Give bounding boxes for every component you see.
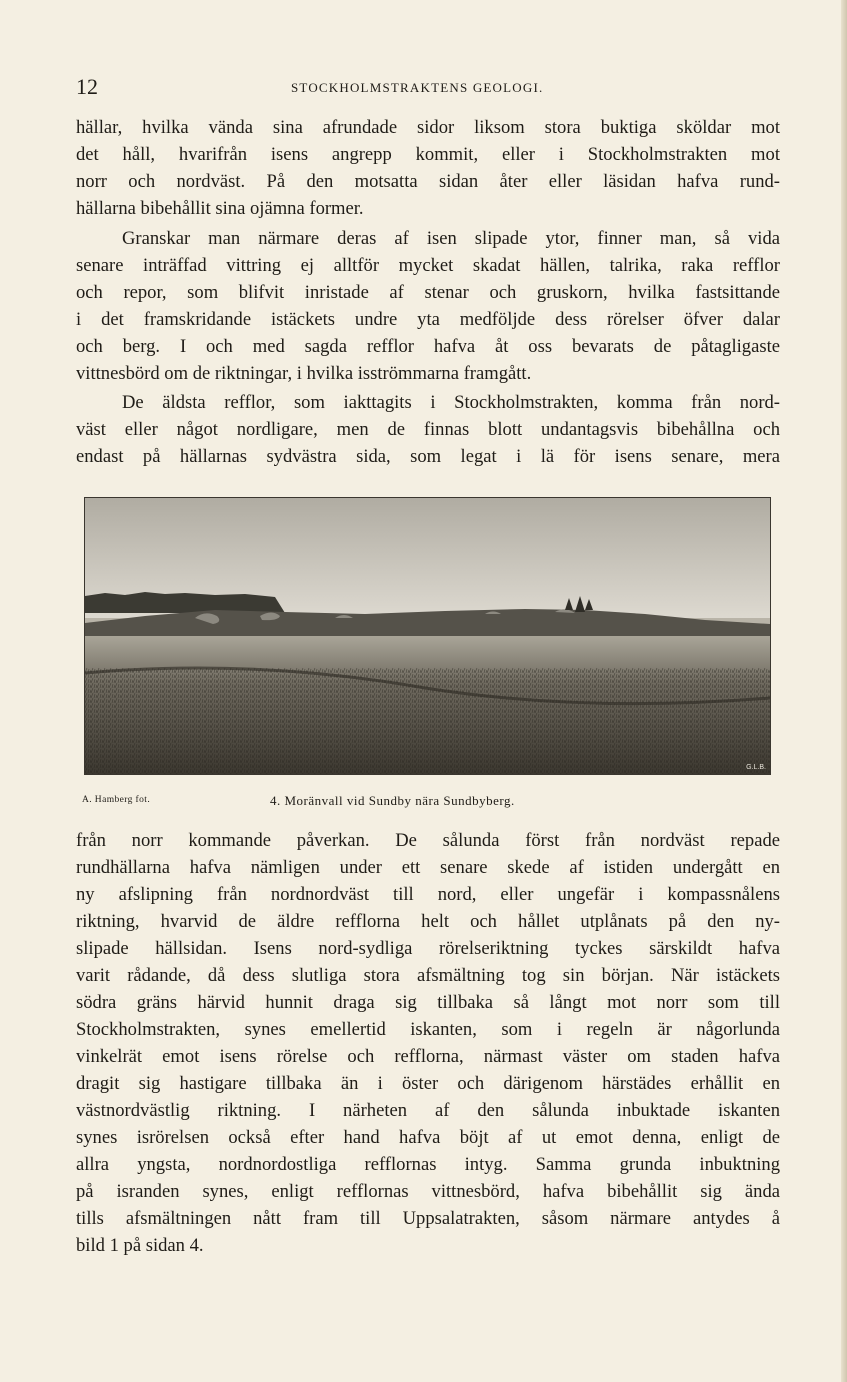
running-title: STOCKHOLMSTRAKTENS GEOLOGI. [291,80,544,95]
text-line: dragit sig hastigare tillbaka än i öster och därigenom härstädes erhållit en [76,1073,780,1094]
photo-illustration [85,498,770,774]
paragraph-1 [76,114,780,222]
tree-line [85,592,285,613]
figure-caption: 4. Moränvall vid Sundby nära Sundbyberg. [270,793,515,808]
text-line: Stockholmstrakten, synes emellertid iskanten, som i regeln är någorlunda [76,1019,780,1040]
text-line: synes isrörelsen också efter hand hafva böjt af ut emot denna, enligt de [76,1127,780,1148]
landscape-photograph [84,497,771,775]
photo-credit: A. Hamberg fot. [82,795,151,805]
text-line: och repor, som blifvit inristade af stenar och gruskorn, hvilka fastsittande [76,282,780,303]
text-line: senare inträffad vittring ej alltför mycket skadat hällen, talrika, raka refflor [76,255,780,276]
page-number: 12 [76,74,98,99]
text-line: hällarna bibehållit sina ojämna former. [76,198,364,219]
text-line: i det framskridande istäckets undre yta medföljde dess rörelser öfver dalar [76,309,780,330]
text-line: hällar, hvilka vända sina afrundade sidor liksom stora buktiga sköldar mot [76,117,780,138]
page-header [76,72,782,102]
field-texture [85,668,770,774]
text-line: det håll, hvarifrån isens angrepp kommit, eller i Stockholmstrakten mot [76,144,780,165]
text-line: bild 1 på sidan 4. [76,1235,204,1256]
text-line: Granskar man närmare deras af isen slipade ytor, finner man, så vida [122,228,780,249]
text-line: vinkelrät emot isens rörelse och refflorna, närmast väster om staden hafva [76,1046,780,1067]
text-line: tills afsmältningen nått fram till Uppsalatrakten, såsom närmare antydes å [76,1208,780,1229]
paragraph-2 [76,225,780,387]
text-line: norr och nordväst. På den motsatta sidan åter eller läsidan hafva rund- [76,171,780,192]
text-line: på isranden synes, enligt refflornas vittnesbörd, hafva bibehållit sig ända [76,1181,780,1202]
text-line: varit rådande, då dess slutliga stora afsmältning tog sin början. När istäckets [76,965,780,986]
paragraph-4 [76,827,780,1259]
text-line: slipade hällsidan. Isens nord-sydliga rörelseriktning tyckes särskildt hafva [76,938,780,959]
text-line: De äldsta refflor, som iakttagits i Stockholmstrakten, komma från nord- [122,392,780,413]
text-line: västnordvästlig riktning. I närheten af den sålunda inbuktade iskanten [76,1100,780,1121]
text-line: från norr kommande påverkan. De sålunda först från nordväst repade [76,830,780,851]
text-line: riktning, hvarvid de äldre refflorna helt och hållet utplånats på den ny- [76,911,780,932]
text-line: endast på hällarnas sydvästra sida, som legat i lä för isens senare, mera [76,446,780,467]
text-line: ny afslipning från nordnordväst till nord, eller ungefär i kompassnålens [76,884,780,905]
text-line: allra yngsta, nordnordostliga refflornas intyg. Samma grunda inbuktning [76,1154,780,1175]
paragraph-3 [76,389,780,470]
photo-corner-mark: G.L.B. [746,764,766,771]
page-edge [841,0,847,1382]
text-line: rundhällarna hafva nämligen under ett senare skede af istiden undergått en [76,857,780,878]
text-line: väst eller något nordligare, men de finnas blott undantagsvis bibehållna och [76,419,780,440]
text-line: och berg. I och med sagda refflor hafva åt oss bevarats de påtagligaste [76,336,780,357]
text-line: södra gräns härvid hunnit draga sig tillbaka så långt mot norr som till [76,992,780,1013]
text-line: vittnesbörd om de riktningar, i hvilka isströmmarna framgått. [76,363,532,384]
